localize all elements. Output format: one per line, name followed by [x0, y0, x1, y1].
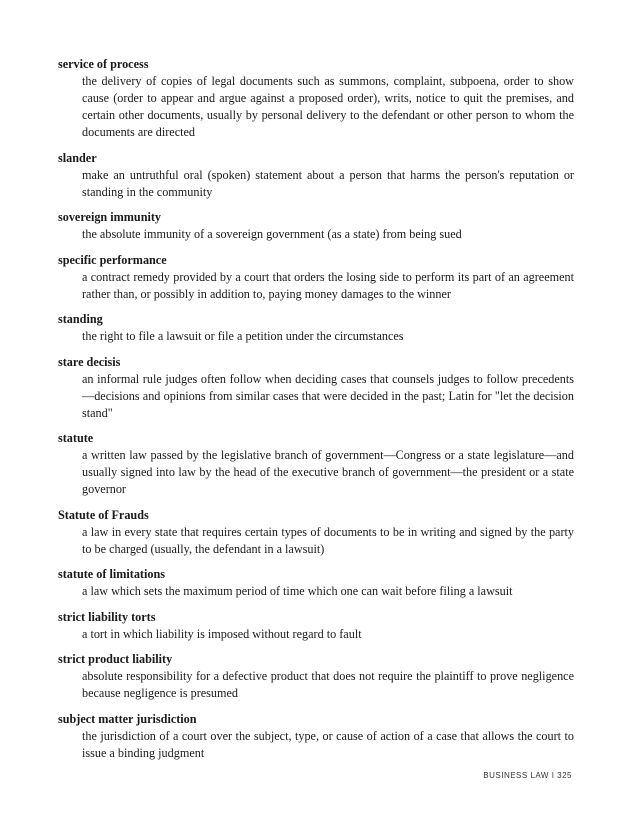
glossary-definition: an informal rule judges often follow when deciding cases that counsels judges to follow precedents—decisions and opinions from similar cases that were decided in the past; Latin for "let the decision stand"	[82, 371, 574, 420]
glossary-entry	[58, 507, 574, 558]
glossary-definition: a written law passed by the legislative branch of government—Congress or a state legislature—and usually signed into law by the head of the executive branch of government—the president or a state governor	[82, 448, 574, 496]
glossary-term: specific performance	[58, 252, 167, 267]
glossary-definition: a tort in which liability is imposed without regard to fault	[82, 626, 362, 641]
page-footer: BUSINESS LAW I 325	[483, 771, 572, 780]
glossary-definition: a contract remedy provided by a court that orders the losing side to perform its part of an agreement rather than, or possibly in addition to, paying money damages to the winner	[82, 269, 574, 301]
glossary-entry	[58, 354, 574, 422]
glossary-definition: the jurisdiction of a court over the subject, type, or cause of action of a case that allows the court to issue a binding judgment	[82, 728, 574, 760]
glossary-definition: a law in every state that requires certain types of documents to be in writing and signed by the party to be charged (usually, the defendant in a lawsuit)	[82, 524, 574, 556]
glossary-term: statute of limitations	[58, 567, 165, 581]
glossary-entry	[58, 651, 574, 702]
glossary-entry	[58, 56, 574, 141]
glossary-term: Statute of Frauds	[58, 507, 149, 522]
glossary-term: sovereign immunity	[58, 210, 162, 224]
glossary-term: service of process	[58, 57, 149, 71]
glossary-term: subject matter jurisdiction	[58, 711, 197, 726]
glossary-term: standing	[58, 312, 103, 326]
glossary-definition: the delivery of copies of legal documents such as summons, complaint, subpoena, order to show cause (order to appear and argue against a proposed order), writs, notice to quit the premises, and certain other documents, usually by personal delivery to the defendant or other person to whom the documents are directed	[82, 74, 574, 139]
glossary-term: stare decisis	[58, 354, 121, 369]
glossary-definition: make an untruthful oral (spoken) statement about a person that harms the person's reputation or standing in the community	[82, 167, 574, 199]
glossary-term: strict product liability	[58, 652, 173, 666]
glossary-entry	[58, 252, 574, 303]
glossary-entry	[58, 311, 574, 345]
glossary-definition: absolute responsibility for a defective product that does not require the plaintiff to prove negligence because negligence is presumed	[82, 669, 574, 700]
glossary-term: strict liability torts	[58, 609, 156, 624]
glossary-entry	[58, 566, 574, 600]
glossary-entry	[58, 150, 574, 201]
glossary-definition: the absolute immunity of a sovereign government (as a state) from being sued	[82, 227, 462, 241]
glossary-list	[58, 56, 574, 770]
glossary-definition: a law which sets the maximum period of time which one can wait before filing a lawsuit	[82, 584, 513, 598]
glossary-term: statute	[58, 431, 94, 445]
glossary-entry	[58, 430, 574, 498]
glossary-entry	[58, 711, 574, 762]
glossary-definition: the right to file a lawsuit or file a petition under the circumstances	[82, 329, 404, 343]
glossary-term: slander	[58, 150, 97, 165]
glossary-entry	[58, 609, 574, 643]
glossary-entry	[58, 209, 574, 243]
